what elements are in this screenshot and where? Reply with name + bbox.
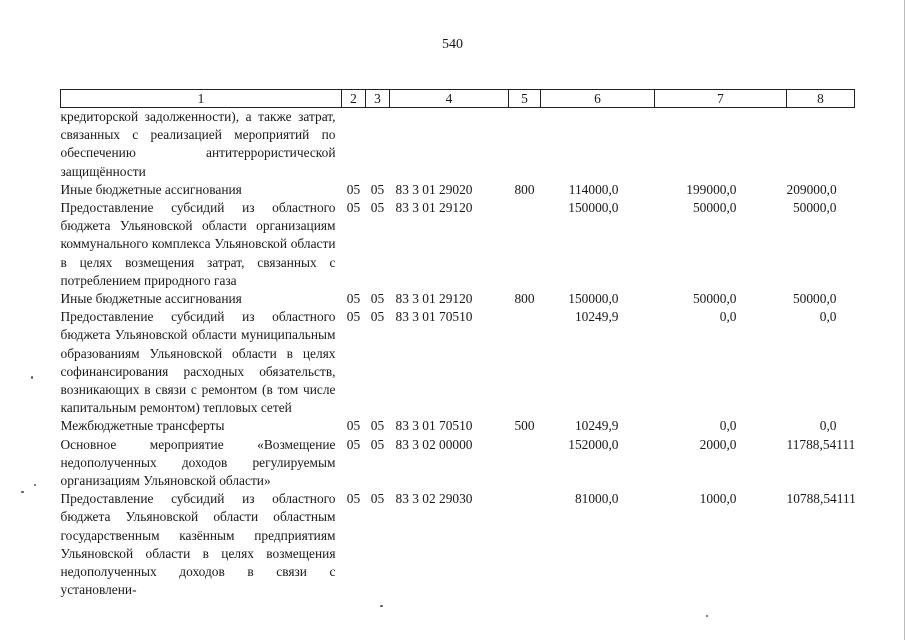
row-expense-type <box>509 108 541 181</box>
row-target-code: 83 3 01 29020 <box>395 181 473 197</box>
row-target-code: 83 3 01 29120 <box>395 200 473 216</box>
table-row <box>61 290 855 308</box>
row-amount-col7: 0,0 <box>719 309 737 325</box>
budget-table <box>60 89 855 599</box>
header-col-3: 3 <box>366 90 390 108</box>
row-section: 05 <box>346 200 361 216</box>
table-row <box>61 181 855 199</box>
row-name: Предоставление субсидий из областного бюджета Ульяновской области муниципальным образованиям Ульяновской области в целях софинансирования расходных обязательств, возникающих в связи с ремонтом (в том числе капитальным ремонтом) тепловых сетей <box>60 309 336 416</box>
row-section: 05 <box>346 309 361 325</box>
row-amount-col6: 10249,9 <box>574 418 619 434</box>
row-amount-col6: 10249,9 <box>574 309 619 325</box>
row-amount-col7: 2000,0 <box>699 436 737 452</box>
row-section: 05 <box>346 291 361 307</box>
row-subsection: 05 <box>370 291 385 307</box>
table-row <box>61 436 855 491</box>
row-subsection <box>366 108 390 181</box>
row-amount-col6: 114000,0 <box>568 181 619 197</box>
header-col-5: 5 <box>509 90 541 108</box>
row-amount-col6: 152000,0 <box>568 436 619 452</box>
row-section <box>342 108 366 181</box>
row-amount-col8: 0,0 <box>819 418 837 434</box>
row-section: 05 <box>346 491 361 507</box>
row-amount-col8: 10788,54111 <box>786 491 856 507</box>
header-col-8: 8 <box>787 90 855 108</box>
header-col-6: 6 <box>541 90 655 108</box>
table-row <box>61 108 855 181</box>
row-name: Межбюджетные трансферты <box>60 418 225 434</box>
row-expense-type <box>509 199 541 290</box>
row-target-code: 83 3 02 29030 <box>395 491 473 507</box>
row-name: Основное мероприятие «Возмещение недополученных доходов регулируемым организациям Ульяновской области» <box>60 436 336 489</box>
row-amount-col7: 50000,0 <box>692 291 737 307</box>
row-section: 05 <box>346 436 361 452</box>
scan-speck <box>34 484 36 486</box>
row-amount-col6 <box>541 108 655 181</box>
row-amount-col7 <box>655 108 787 181</box>
table-row <box>61 417 855 435</box>
scan-speck <box>380 605 383 607</box>
row-amount-col8 <box>787 108 855 181</box>
scan-speck <box>706 615 708 617</box>
row-target-code: 83 3 01 70510 <box>395 309 473 325</box>
table-body <box>61 108 855 600</box>
row-name: Иные бюджетные ассигнования <box>60 291 242 307</box>
row-expense-type: 500 <box>514 418 535 434</box>
row-subsection: 05 <box>370 418 385 434</box>
row-amount-col8: 50000,0 <box>792 291 837 307</box>
header-col-2: 2 <box>342 90 366 108</box>
row-expense-type <box>509 490 541 599</box>
row-target-code: 83 3 01 29120 <box>395 291 473 307</box>
row-amount-col8: 50000,0 <box>792 200 837 216</box>
row-target-code: 83 3 01 70510 <box>395 418 473 434</box>
row-amount-col7: 1000,0 <box>699 491 737 507</box>
row-subsection: 05 <box>370 181 385 197</box>
page-number: 540 <box>442 37 463 52</box>
row-subsection: 05 <box>370 436 385 452</box>
table-row <box>61 199 855 290</box>
row-section: 05 <box>346 181 361 197</box>
row-section: 05 <box>346 418 361 434</box>
table-header <box>61 90 855 108</box>
row-amount-col8: 209000,0 <box>786 181 837 197</box>
row-amount-col7: 50000,0 <box>692 200 737 216</box>
row-name: кредиторской задолженности), а также затрат, связанных с реализацией мероприятий по обеспечению антитеррористической защищённости <box>60 109 336 179</box>
row-expense-type <box>509 308 541 417</box>
row-expense-type: 800 <box>514 291 535 307</box>
table-row <box>61 308 855 417</box>
header-col-7: 7 <box>655 90 787 108</box>
row-target-code <box>390 108 509 181</box>
header-col-4: 4 <box>390 90 509 108</box>
row-subsection: 05 <box>370 200 385 216</box>
row-target-code: 83 3 02 00000 <box>395 436 473 452</box>
scan-speck <box>31 376 33 379</box>
row-name: Предоставление субсидий из областного бюджета Ульяновской области организациям коммунального комплекса Ульяновской области в целях возмещения затрат, связанных с потреблением природного газа <box>60 200 336 288</box>
row-subsection: 05 <box>370 309 385 325</box>
row-amount-col7: 0,0 <box>719 418 737 434</box>
row-expense-type: 800 <box>514 181 535 197</box>
row-subsection: 05 <box>370 491 385 507</box>
row-amount-col6: 150000,0 <box>568 200 619 216</box>
scan-speck <box>21 491 24 493</box>
row-expense-type <box>509 436 541 491</box>
table-row <box>61 490 855 599</box>
row-name: Предоставление субсидий из областного бюджета Ульяновской области областным государственным казённым предприятиям Ульяновской области в целях возмещения недополученных доходов в связи с установлени- <box>60 491 336 598</box>
header-col-1: 1 <box>61 90 342 108</box>
header-row <box>61 90 855 108</box>
row-amount-col6: 150000,0 <box>568 291 619 307</box>
row-amount-col7: 199000,0 <box>686 181 737 197</box>
row-name: Иные бюджетные ассигнования <box>60 181 242 197</box>
row-amount-col8: 11788,54111 <box>786 436 856 452</box>
row-amount-col8: 0,0 <box>819 309 837 325</box>
row-amount-col6: 81000,0 <box>574 491 619 507</box>
